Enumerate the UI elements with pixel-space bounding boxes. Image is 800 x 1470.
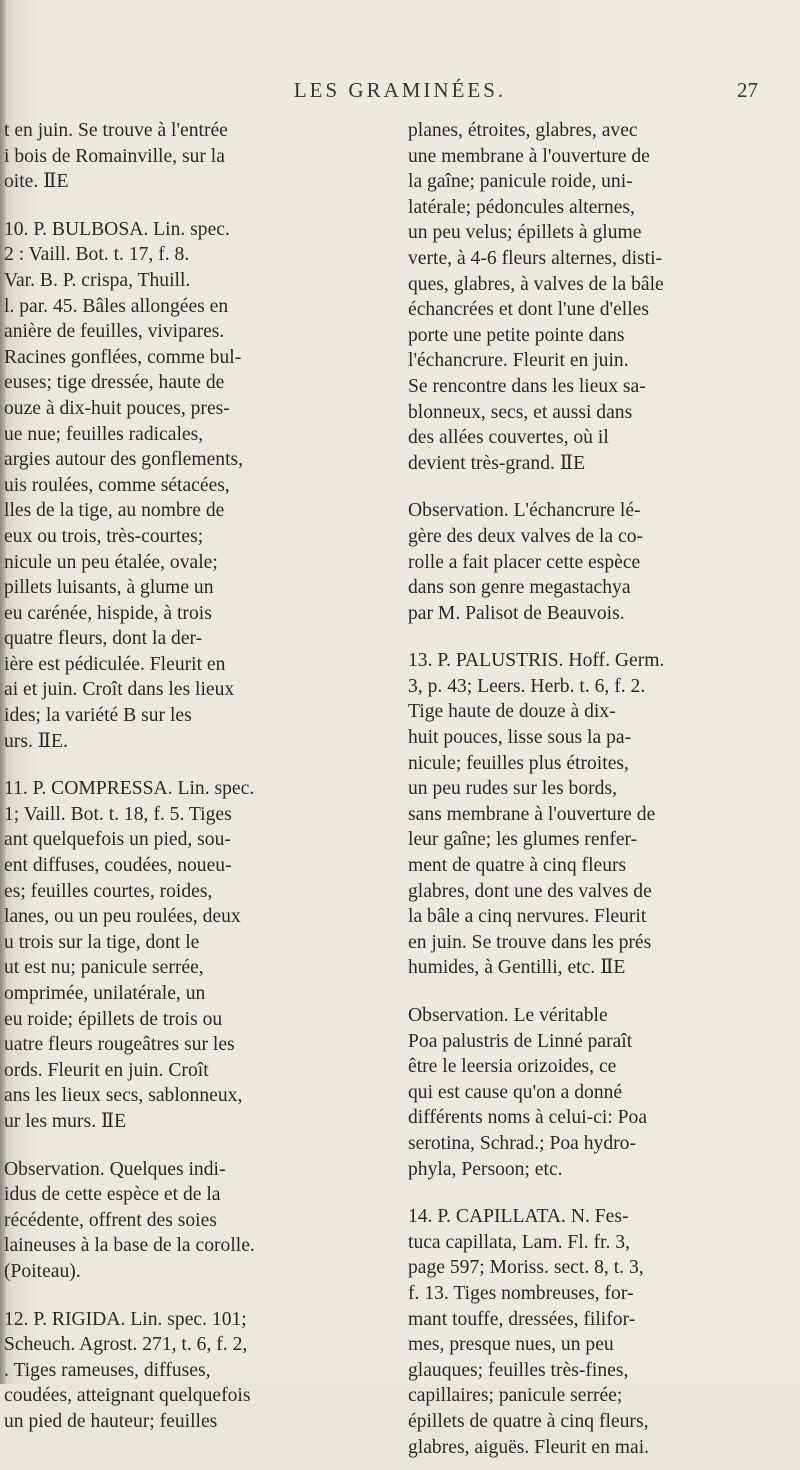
entry-continuation: t en juin. Se trouve à l'entrée i bois de Romainville, sur la oite. ⅡE xyxy=(4,120,228,193)
entry-poa-capillata: 14. P. CAPILLATA. N. Fes- tuca capillata, Lam. Fl. fr. 3, page 597; Moriss. sect. 8, t. 3, f. 13. Tiges nombreuses, for- mant touffe, dressées, filifor- mes, presque nues, un peu glauques; feuilles très-fines, capillaires; panicule serrée; épillets de quatre à cinq fleurs, glabres, aiguës. Fleurit en mai. xyxy=(408,1206,650,1458)
entry-poa-palustris: 13. P. PALUSTRIS. Hoff. Germ. 3, p. 43; Leers. Herb. t. 6, f. 2. Tige haute de douze à dix- huit pouces, lisse sous la pa- nicule; feuilles plus étroites, un peu rudes sur les bords, sans membrane à l'ouverture de leur gaîne; les glumes renfer- ment de quatre à cinq fleurs glabres, dont une des valves de la bâle a cinq nervures. Fleurit en juin. Se trouve dans les prés humides, à Gentilli, etc. ⅡE xyxy=(408,650,665,979)
entry-poa-compressa: 11. P. COMPRESSA. Lin. spec. 1; Vaill. Bot. t. 18, f. 5. Tiges ant quelquefois un pied, sou- ent diffuses, coudées, noueu- es; feuilles courtes, roides, lanes, ou un peu roulées, deux u trois sur la tige, dont le ut est nu; panicule serrée, omprimée, unilatérale, un eu roide; épillets de trois ou uatre fleurs rougeâtres sur les ords. Fleurit en juin. Croît ans les lieux secs, sablonneux, ur les murs. ⅡE xyxy=(4,778,255,1132)
entry-poa-rigida: 12. P. RIGIDA. Lin. spec. 101; Scheuch. Agrost. 271, t. 6, f. 2, . Tiges rameuses, diffuses, coudées, atteignant quelquefois un pied de hauteur; feuilles xyxy=(4,1308,251,1432)
entry-rigida-continuation: planes, étroites, glabres, avec une membrane à l'ouverture de la gaîne; panicule roide, uni- latérale; pédoncules alternes, un peu velus; épillets à glume verte, à 4-6 fleurs alternes, disti- ques, glabres, à valves de la bâle échancrées et dont l'une d'elles porte une petite pointe dans l'échancrure. Fleurit en juin. Se rencontre dans les lieux sa- blonneux, secs, et aussi dans des allées couvertes, où il devient très-grand. ⅡE xyxy=(408,120,664,474)
page-number: 27 xyxy=(737,78,758,102)
observation-palustris: Observation. Le véritable Poa palustris de Linné paraît être le leersia orizoides, ce qui est cause qu'on a donné différents noms à celui-ci: Poa serotina, Schrad.; Poa hydro- phyla, Persoon; etc. xyxy=(408,1005,648,1180)
left-column xyxy=(4,118,358,1445)
entry-poa-bulbosa: 10. P. BULBOSA. Lin. spec. 2 : Vaill. Bot. t. 17, f. 8. Var. B. P. crispa, Thuill. l. par. 45. Bâles allongées en anière de feuilles, vivipares. Racines gonflées, comme bul- euses; tige dressée, haute de ouze à dix-huit pouces, pres- ue nue; feuilles radicales, argies autour des gonflements, uis roulées, comme sétacées, lles de la tige, au nombre de eux ou trois, très-courtes; nicule un peu étalée, ovale; pillets luisants, à glume un eu carénée, hispide, à trois quatre fleurs, dont la der- ière est pédiculée. Fleurit en ai et juin. Croît dans les lieux ides; la variété B sur les urs. ⅡE. xyxy=(4,218,244,752)
observation-compressa: Observation. Quelques indi- idus de cette espèce et de la récédente, offrent des soies laineuses à la base de la corolle. (Poiteau). xyxy=(4,1158,255,1282)
observation-rigida: Observation. L'échancrure lé- gère des deux valves de la co- rolle a fait placer cette espèce dans son genre megastachya par M. Palisot de Beauvois. xyxy=(408,500,644,624)
page-header xyxy=(30,78,770,108)
right-column xyxy=(408,118,780,1470)
running-title: LES GRAMINÉES. xyxy=(293,78,507,102)
